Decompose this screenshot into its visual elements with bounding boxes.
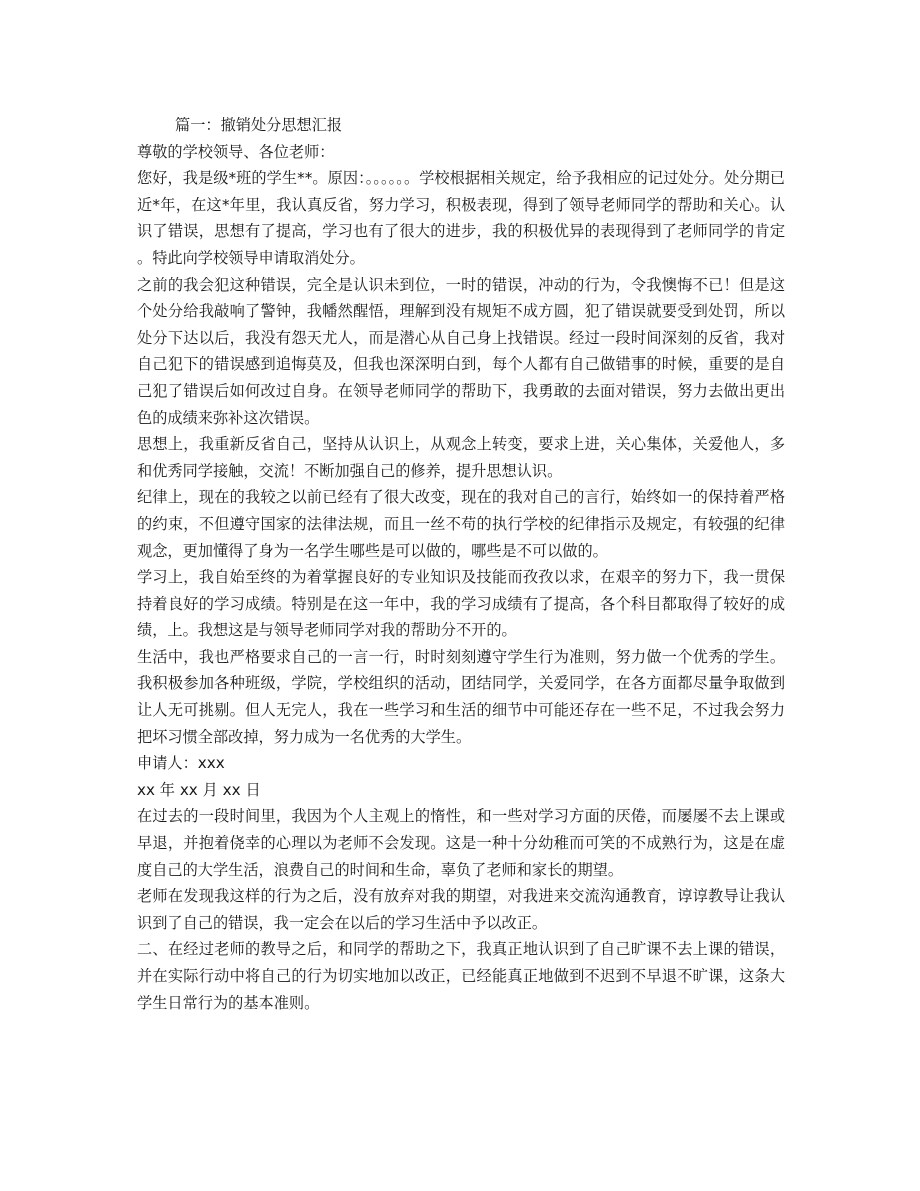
- date-line: xx 年 xx 月 xx 日: [137, 780, 261, 799]
- paragraph-correction: 二、在经过老师的教导之后，和同学的帮助之下，我真正地认识到了自己旷课不去上课的错误，并在实际行动中将自己的行为切实地加以改正，已经能真正地做到不迟到不早退不旷课，这条大学生日常行为的基本准则。: [137, 940, 785, 1012]
- paragraph-life: 生活中，我也严格要求自己的一言一行，时时刻刻遵守学生行为准则，努力做一个优秀的学生。我积极参加各种班级，学院，学校组织的活动，团结同学，关爱同学，在各方面都尽量争取做到让人无可挑剔。但人无完人，我在一些学习和生活的细节中可能还存在一些不足，不过我会努力把坏习惯全部改掉，努力成为一名优秀的大学生。: [137, 647, 785, 746]
- paragraph-discipline: 纪律上，现在的我较之以前已经有了很大改变，现在的我对自己的言行，始终如一的保持着严格的约束，不但遵守国家的法律法规，而且一丝不苟的执行学校的纪律指示及规定，有较强的纪律观念，更加懂得了身为一名学生哪些是可以做的，哪些是不可以做的。: [137, 488, 785, 560]
- paragraph-study: 学习上，我自始至终的为着掌握良好的专业知识及技能而孜孜以求，在艰辛的努力下，我一贯保持着良好的学习成绩。特别是在这一年中，我的学习成绩有了提高，各个科目都取得了较好的成绩，上。我想这是与领导老师同学对我的帮助分不开的。: [137, 568, 785, 640]
- paragraph-greeting: 您好，我是级*班的学生**。原因：。。。。。。学校根据相关规定，给予我相应的记过处分。处分期已近*年，在这*年里，我认真反省，努力学习，积极表现，得到了领导老师同学的帮助和关心。认识了错误，思想有了提高，学习也有了很大的进步，我的积极优异的表现得到了老师同学的肯定。特此向学校领导申请取消处分。: [137, 169, 785, 267]
- paragraph-thought: 思想上，我重新反省自己，坚持从认识上，从观念上转变，要求上进，关心集体，关爱他人，多和优秀同学接触，交流！不断加强自己的修养，提升思想认识。: [137, 435, 785, 480]
- salutation: 尊敬的学校领导、各位老师：: [137, 142, 335, 161]
- applicant-signature: 申请人：xxx: [137, 754, 225, 773]
- document-body: [137, 112, 785, 1016]
- paragraph-reflection: 之前的我会犯这种错误，完全是认识未到位，一时的错误，冲动的行为，令我懊悔不已！但是这个处分给我敲响了警钟，我幡然醒悟，理解到没有规矩不成方圆，犯了错误就要受到处罚，所以处分下达以后，我没有怨天尤人，而是潜心从自己身上找错误。经过一段时间深刻的反省，我对自己犯下的错误感到追悔莫及，但我也深深明白到，每个人都有自己做错事的时候，重要的是自己犯了错误后如何改过自身。在领导老师同学的帮助下，我勇敢的去面对错误，努力去做出更出色的成绩来弥补这次错误。: [137, 275, 785, 427]
- paragraph-teacher: 老师在发现我这样的行为之后，没有放弃对我的期望，对我进来交流沟通教育，谆谆教导让我认识到了自己的错误，我一定会在以后的学习生活中予以改正。: [137, 887, 785, 932]
- paragraph-absence: 在过去的一段时间里，我因为个人主观上的惰性，和一些对学习方面的厌倦，而屡屡不去上课或早退，并抱着侥幸的心理以为老师不会发现。这是一种十分幼稚而可笑的不成熟行为，这是在虚度自己的大学生活，浪费自己的时间和生命，辜负了老师和家长的期望。: [137, 807, 785, 879]
- document-title: 篇一：撤销处分思想汇报: [175, 116, 343, 134]
